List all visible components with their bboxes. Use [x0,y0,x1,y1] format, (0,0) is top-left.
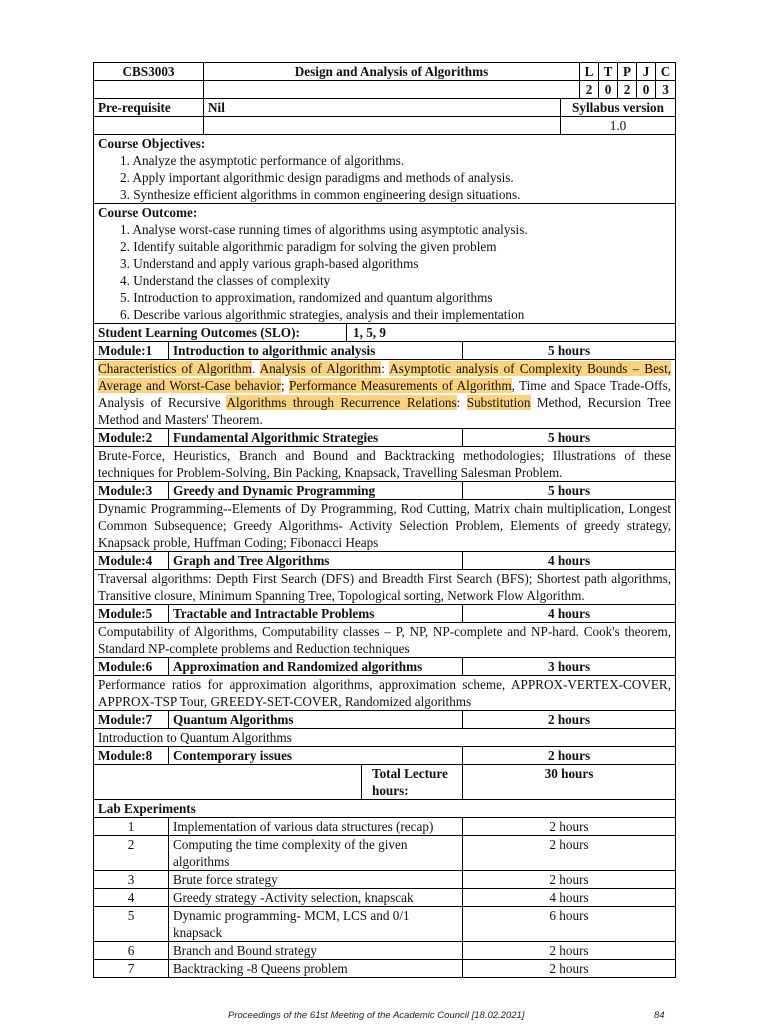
lab-no: 7 [94,960,169,978]
slo-label: Student Learning Outcomes (SLO): [94,324,347,341]
module-content: Dynamic Programming--Elements of Dy Programming, Rod Cutting, Matrix chain multiplication, Longest Common Subsequence; Greedy Algorithms- Activity Selection Problem, Elements of greedy strategy, Knapsack proble, Huffman Coding; Fibonacci Heaps [94,500,676,552]
lab-name: Backtracking -8 Queens problem [169,960,463,978]
module-content [94,360,676,429]
content-text: . [251,361,260,376]
lab-hours: 2 hours [463,871,676,889]
outcomes-list [98,221,671,323]
highlighted-text: Performance Measurements of Algorithm [289,378,512,393]
module-hours: 3 hours [463,658,676,676]
course-title: Design and Analysis of Algorithms [204,63,580,81]
slo-value: 1, 5, 9 [353,325,386,340]
module-hours: 2 hours [463,747,676,765]
module-label: Module:7 [94,711,169,729]
slo-row [94,324,676,342]
lab-no: 5 [94,907,169,942]
module-title: Graph and Tree Algorithms [169,552,463,570]
module-label: Module:8 [94,747,169,765]
ltpjc-label: T [599,63,618,81]
ltpjc-value: 0 [637,81,656,99]
lab-no: 4 [94,889,169,907]
lab-hours: 6 hours [463,907,676,942]
module-hours: 2 hours [463,711,676,729]
outcome-item: 2. Identify suitable algorithmic paradigm for solving the given problem [120,239,497,254]
empty-cell [204,117,561,135]
course-code: CBS3003 [94,63,204,81]
total-hours: 30 hours [463,765,676,800]
lab-name: Computing the time complexity of the given algorithms [169,836,463,871]
syllabus-version-value: 1.0 [561,117,676,135]
lab-no: 2 [94,836,169,871]
lab-name: Dynamic programming- MCM, LCS and 0/1 knapsack [169,907,463,942]
ltpjc-label: P [618,63,637,81]
empty-cell [204,81,580,99]
module-hours: 4 hours [463,552,676,570]
syllabus-document [93,62,675,978]
lab-no: 3 [94,871,169,889]
module-title: Greedy and Dynamic Programming [169,482,463,500]
syllabus-table [93,62,676,978]
lab-no: 1 [94,818,169,836]
module-hours: 4 hours [463,605,676,623]
footer-page-number: 84 [654,1010,665,1021]
module-content: Introduction to Quantum Algorithms [94,729,676,747]
outcome-item: 1. Analyse worst-case running times of algorithms using asymptotic analysis. [120,222,528,237]
prerequisite-value: Nil [204,99,561,117]
lab-title: Lab Experiments [94,800,676,818]
ltpjc-label: C [656,63,676,81]
footer-proceedings: Proceedings of the 61st Meeting of the Academic Council [18.02.2021] [228,1010,525,1021]
outcome-item: 4. Understand the classes of complexity [120,273,331,288]
lab-name: Branch and Bound strategy [169,942,463,960]
content-text: , Time and Space Trade-Offs, Analysis of Recursive [98,378,672,410]
module-label: Module:1 [94,342,169,360]
ltpjc-label: L [580,63,599,81]
content-text: ; [280,378,289,393]
module-hours: 5 hours [463,429,676,447]
module-label: Module:5 [94,605,169,623]
lab-hours: 4 hours [463,889,676,907]
content-text: : [456,395,467,410]
course-objectives [94,135,676,204]
outcome-item: 3. Understand and apply various graph-based algorithms [120,256,419,271]
lab-hours: 2 hours [463,836,676,871]
module-label: Module:2 [94,429,169,447]
objective-item: 2. Apply important algorithmic design paradigms and methods of analysis. [120,170,514,185]
objectives-title: Course Objectives: [98,136,206,151]
empty-cell [94,765,362,800]
ltpjc-label: J [637,63,656,81]
objective-item: 1. Analyze the asymptotic performance of algorithms. [120,153,405,168]
prerequisite-label: Pre-requisite [94,99,204,117]
content-text: : [381,361,390,376]
module-title: Introduction to algorithmic analysis [169,342,463,360]
course-outcomes [94,204,676,324]
highlighted-text: Characteristics of Algorithm [98,361,252,376]
lab-name: Brute force strategy [169,871,463,889]
empty-cell [94,81,204,99]
syllabus-version-label: Syllabus version [561,99,676,117]
lab-hours: 2 hours [463,960,676,978]
objective-item: 3. Synthesize efficient algorithms in common engineering design situations. [120,187,521,202]
content-text: Method, Recursion Tree Method and Masters' Theorem. [98,395,672,427]
ltpjc-value: 2 [618,81,637,99]
lab-hours: 2 hours [463,942,676,960]
module-hours: 5 hours [463,342,676,360]
outcome-item: 6. Describe various algorithmic strategies, analysis and their implementation [120,307,525,322]
module-label: Module:6 [94,658,169,676]
lab-name: Greedy strategy -Activity selection, knapscak [169,889,463,907]
module-hours: 5 hours [463,482,676,500]
module-title: Tractable and Intractable Problems [169,605,463,623]
lab-name: Implementation of various data structures (recap) [169,818,463,836]
highlighted-text: Algorithms through Recurrence Relations [226,395,457,410]
highlighted-text: Asymptotic analysis of Complexity Bounds – Best, Average and Worst-Case behavior [98,361,672,393]
lab-no: 6 [94,942,169,960]
objectives-list [98,152,671,203]
ltpjc-value: 2 [580,81,599,99]
module-content: Traversal algorithms: Depth First Search (DFS) and Breadth First Search (BFS); Shortest path algorithms, Transitive closure, Minimum Spanning Tree, Topological sorting, Network Flow Algorithm. [94,570,676,605]
module-label: Module:3 [94,482,169,500]
module-title: Fundamental Algorithmic Strategies [169,429,463,447]
total-label: Total Lecture hours: [362,765,463,800]
module-label: Module:4 [94,552,169,570]
outcome-item: 5. Introduction to approximation, randomized and quantum algorithms [120,290,493,305]
lab-hours: 2 hours [463,818,676,836]
highlighted-text: Analysis of Algorithm [259,361,382,376]
highlighted-text: Substitution [466,395,531,410]
outcomes-title: Course Outcome: [98,205,198,220]
module-title: Contemporary issues [169,747,463,765]
module-content: Performance ratios for approximation algorithms, approximation scheme, APPROX-VERTEX-COVER, APPROX-TSP Tour, GREEDY-SET-COVER, Randomized algorithms [94,676,676,711]
ltpjc-value: 0 [599,81,618,99]
module-content: Computability of Algorithms, Computability classes – P, NP, NP-complete and NP-hard. Cook's theorem, Standard NP-complete problems and Reduction techniques [94,623,676,658]
module-content: Brute-Force, Heuristics, Branch and Bound and Backtracking methodologies; Illustrations of these techniques for Problem-Solving, Bin Packing, Knapsack, Travelling Salesman Problem. [94,447,676,482]
empty-cell [94,117,204,135]
module-title: Quantum Algorithms [169,711,463,729]
ltpjc-value: 3 [656,81,676,99]
module-title: Approximation and Randomized algorithms [169,658,463,676]
